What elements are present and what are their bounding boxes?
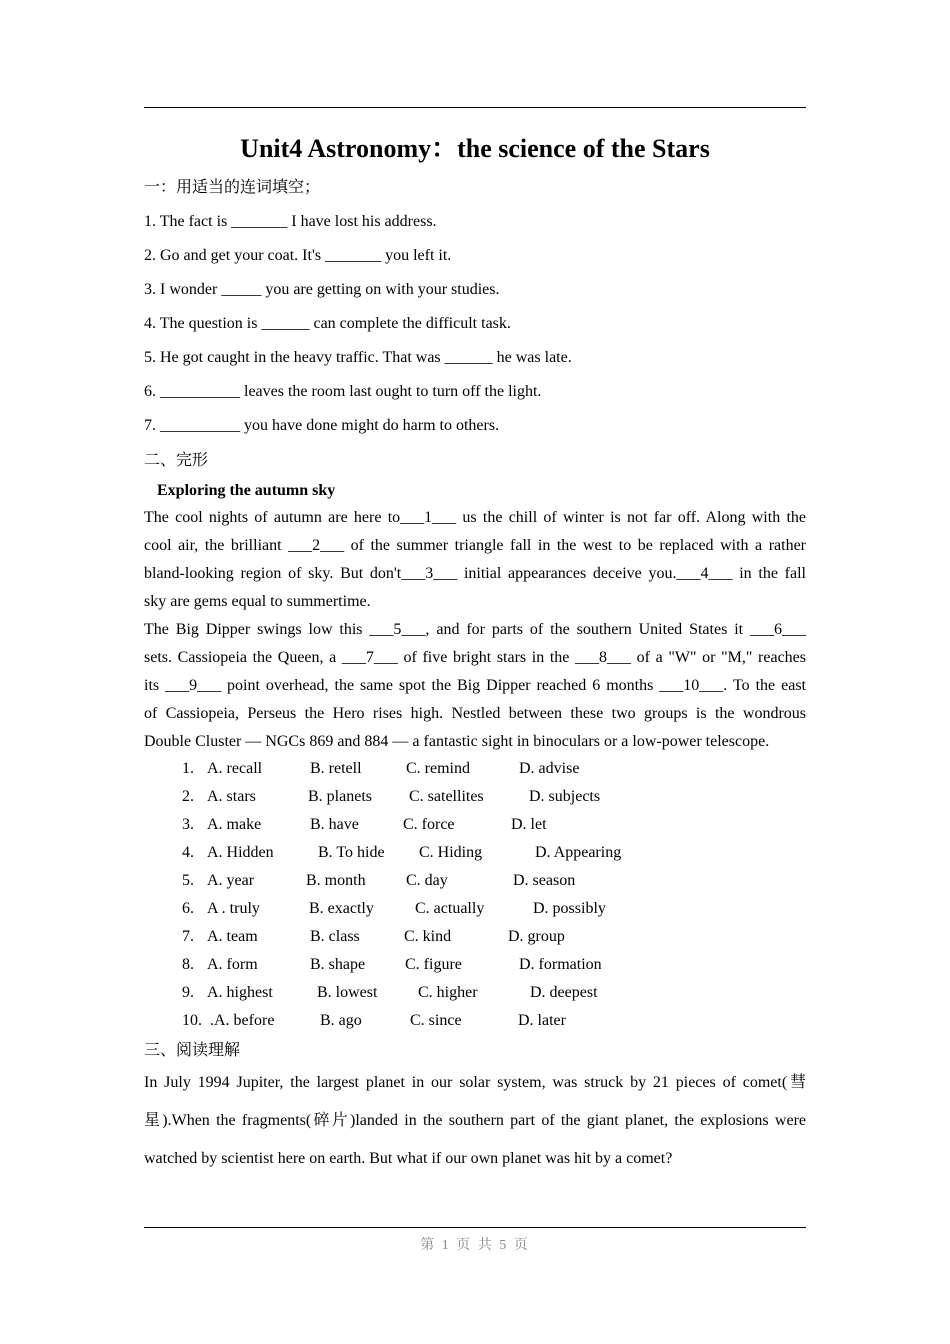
page-number: 第 1 页 共 5 页 (420, 1238, 530, 1253)
option-a: A. team (207, 928, 258, 945)
reading-line: In July 1994 Jupiter, the largest planet in our solar system, was struck by 21 pieces of comet(彗 (144, 1074, 806, 1091)
option-c: C. Hiding (419, 844, 483, 861)
option-d: D. formation (519, 956, 602, 973)
page-title: Unit4 Astronomy：the science of the Stars (240, 134, 710, 163)
option-c: C. since (410, 1012, 462, 1029)
option-a: A . truly (207, 900, 260, 917)
option-d: D. possibly (533, 900, 606, 917)
reading-passage (144, 1064, 806, 1178)
option-d: D. season (513, 872, 576, 889)
option-b: B. shape (310, 956, 366, 973)
option-c: C. actually (415, 900, 485, 917)
option-num: 9. (182, 984, 194, 1001)
option-c: C. force (403, 816, 455, 833)
passage-subtitle: Exploring the autumn sky (157, 482, 336, 499)
passage-line: sky are gems equal to summertime. (144, 593, 371, 610)
option-c: C. day (406, 872, 448, 889)
option-num: 1. (182, 760, 194, 777)
option-a: A. highest (207, 984, 273, 1001)
option-num: 10. (182, 1012, 202, 1029)
section2-heading: 二、完形 (144, 452, 209, 469)
question-5: 5. He got caught in the heavy traffic. That was ______ he was late. (144, 349, 572, 366)
option-num: 2. (182, 788, 194, 805)
option-a: A. Hidden (207, 844, 274, 861)
passage-line: cool air, the brilliant ___2___ of the summer triangle fall in the west to be replaced with a rather (144, 537, 806, 554)
passage-line: its ___9___ point overhead, the same spot the Big Dipper reached 6 months ___10___. To the east (144, 677, 806, 694)
option-num: 6. (182, 900, 194, 917)
reading-line: 星).When the fragments(碎片)landed in the southern part of the giant planet, the explosions were (144, 1112, 806, 1129)
option-num: 5. (182, 872, 194, 889)
question-6: 6. __________ leaves the room last ought to turn off the light. (144, 383, 542, 400)
passage-line: sets. Cassiopeia the Queen, a ___7___ of five bright stars in the ___8___ of a "W" or "M," reaches (144, 649, 806, 666)
option-d: D. Appearing (535, 844, 622, 861)
section3-heading: 三、阅读理解 (144, 1042, 241, 1059)
option-a: A. form (207, 956, 258, 973)
option-d: D. group (508, 928, 565, 945)
option-d: D. subjects (529, 788, 601, 805)
option-d: D. advise (519, 760, 580, 777)
passage-line: Double Cluster — NGCs 869 and 884 — a fantastic sight in binoculars or a low-power telescope. (144, 733, 770, 750)
option-b: B. To hide (318, 844, 385, 861)
option-c: C. remind (406, 760, 470, 777)
option-c: C. figure (405, 956, 462, 973)
option-b: B. lowest (317, 984, 378, 1001)
option-a: A. make (207, 816, 262, 833)
option-a: A. stars (207, 788, 256, 805)
option-b: B. month (306, 872, 366, 889)
footer-rule (144, 1227, 806, 1228)
passage-line: The cool nights of autumn are here to___1___ us the chill of winter is not far off. Along with the (144, 509, 806, 526)
question-2: 2. Go and get your coat. It's _______ you left it. (144, 247, 452, 264)
reading-line: watched by scientist here on earth. But what if our own planet was hit by a comet? (144, 1150, 673, 1167)
passage-line: of Cassiopeia, Perseus the Hero rises high. Nestled between these two groups is the wondrous (144, 705, 806, 722)
option-num: 3. (182, 816, 194, 833)
option-b: B. class (310, 928, 360, 945)
cloze-passage (144, 504, 806, 756)
option-b: B. ago (320, 1012, 362, 1029)
option-c: C. satellites (409, 788, 484, 805)
option-c: C. kind (404, 928, 452, 945)
header-rule (144, 107, 806, 108)
option-a: A. recall (207, 760, 263, 777)
option-c: C. higher (418, 984, 478, 1001)
section1-heading: 一：用适当的连词填空； (144, 179, 321, 196)
option-a: A. year (207, 872, 255, 889)
option-num: 8. (182, 956, 194, 973)
passage-line: The Big Dipper swings low this ___5___, and for parts of the southern United States it ___6___ (144, 621, 806, 638)
option-a: .A. before (210, 1012, 275, 1029)
option-d: D. later (518, 1012, 566, 1029)
option-d: D. deepest (530, 984, 598, 1001)
passage-line: bland-looking region of sky. But don't___3___ initial appearances deceive you.___4___ in the fall (144, 565, 806, 582)
option-b: B. have (310, 816, 359, 833)
option-b: B. retell (310, 760, 362, 777)
option-b: B. planets (308, 788, 372, 805)
option-num: 7. (182, 928, 194, 945)
question-3: 3. I wonder _____ you are getting on with your studies. (144, 281, 500, 298)
question-1: 1. The fact is _______ I have lost his address. (144, 213, 437, 230)
option-num: 4. (182, 844, 194, 861)
option-b: B. exactly (309, 900, 374, 917)
question-7: 7. __________ you have done might do harm to others. (144, 417, 500, 434)
option-d: D. let (511, 816, 547, 833)
question-4: 4. The question is ______ can complete the difficult task. (144, 315, 511, 332)
